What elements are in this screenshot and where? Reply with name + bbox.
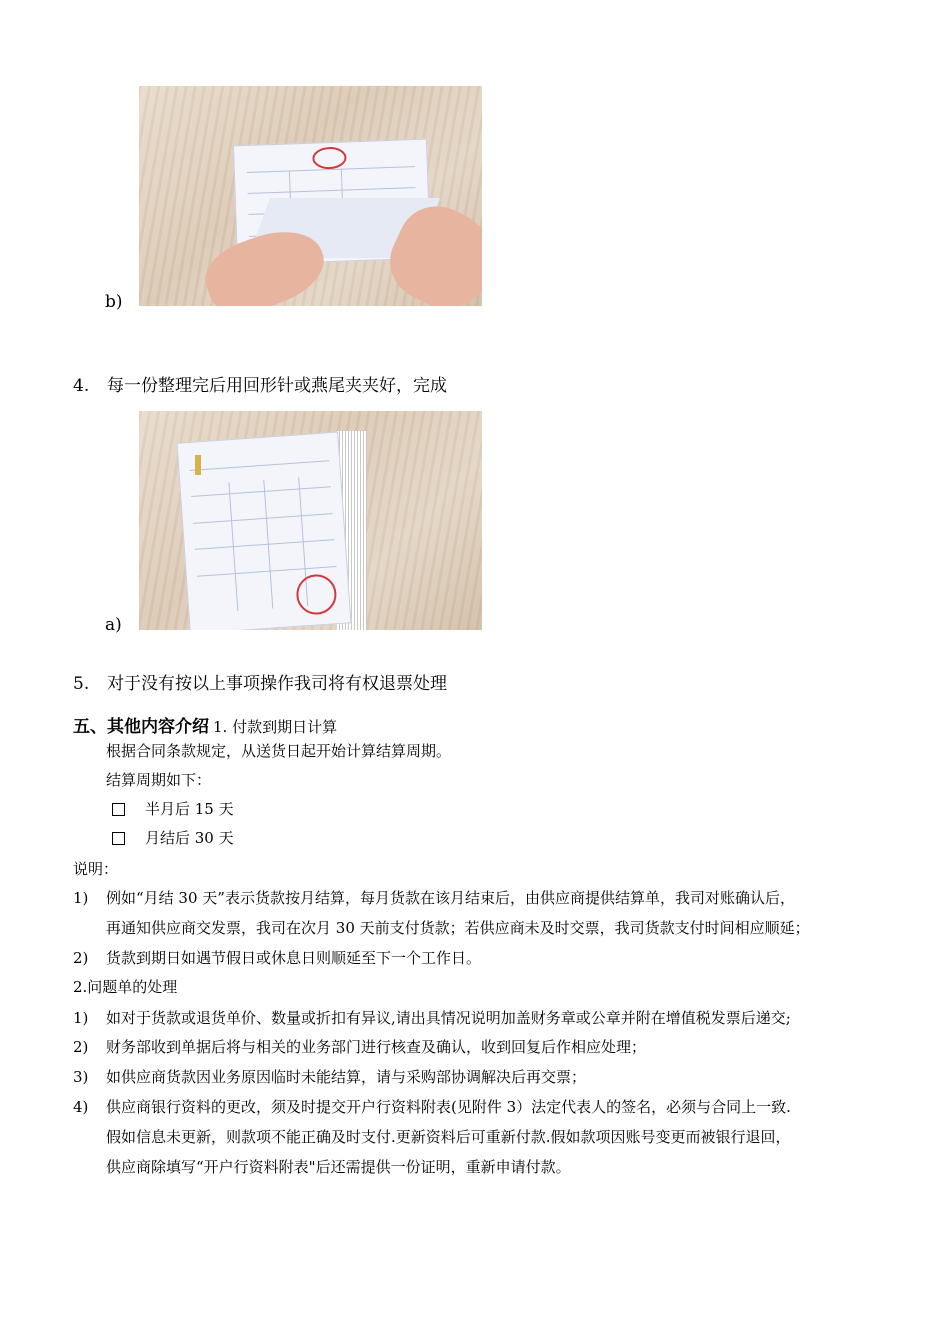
note-number: 1) [73, 889, 89, 907]
note-title: 说明： [73, 860, 119, 878]
note-text: 货款到期日如遇节假日或休息日则顺延至下一个工作日。 [106, 949, 482, 967]
paragraph: 根据合同条款规定，从送货日起开始计算结算周期。 [106, 742, 452, 760]
problem-text: 如对于货款或退货单价、数量或折扣有异议,请出具情况说明加盖财务章或公章并附在增值税发票后递交; [106, 1009, 791, 1027]
checkbox[interactable] [112, 832, 125, 845]
step-4 [73, 376, 447, 396]
problem-text: 供应商除填写“开户行资料附表"后还需提供一份证明，重新申请付款。 [106, 1158, 571, 1176]
note-text: 例如“月结 30 天”表示货款按月结算，每月货款在该月结束后，由供应商提供结算单，我司对账确认后， [106, 889, 795, 907]
checkbox[interactable] [112, 803, 125, 816]
figure-label-b: b) [105, 292, 123, 312]
subsection-title: 1. 付款到期日计算 [213, 718, 338, 736]
option-label: 半月后 15 天 [145, 800, 234, 818]
section-heading: 五、其他内容介绍 [73, 717, 209, 737]
subsection-title: 2.问题单的处理 [73, 978, 178, 996]
red-seal [312, 146, 347, 169]
step-5 [73, 674, 447, 694]
problem-text: 如供应商货款因业务原因临时未能结算，请与采购部协调解决后再交票； [106, 1068, 587, 1086]
option-label: 月结后 30 天 [145, 829, 234, 847]
invoice-sheet [177, 432, 352, 630]
problem-number: 1) [73, 1009, 89, 1027]
figure-label-a: a) [105, 615, 122, 635]
red-seal [295, 573, 338, 616]
step-number: 4. [73, 376, 90, 396]
problem-text: 假如信息未更新，则款项不能正确及时支付.更新资料后可重新付款.假如款项因账号变更而被银行退回， [106, 1128, 791, 1146]
section-5-heading-row [73, 712, 337, 737]
step-text: 对于没有按以上事项操作我司将有权退票处理 [107, 674, 447, 694]
problem-text: 供应商银行资料的更改，须及时提交开户行资料附表(见附件 3）法定代表人的签名，必须与合同上一致. [106, 1098, 791, 1116]
problem-text: 财务部收到单据后将与相关的业务部门进行核查及确认，收到回复后作相应处理； [106, 1038, 647, 1056]
problem-number: 2) [73, 1038, 89, 1056]
step-text: 每一份整理完后用回形针或燕尾夹夹好，完成 [107, 376, 447, 396]
binder-clip [195, 455, 201, 475]
step-number: 5. [73, 674, 90, 694]
note-number: 2) [73, 949, 89, 967]
photo-invoice-stack [139, 411, 482, 630]
note-text: 再通知供应商交发票，我司在次月 30 天前支付货款；若供应商未及时交票，我司货款支付时间相应顺延； [106, 919, 810, 937]
photo-invoice-folding [139, 86, 482, 306]
problem-number: 4) [73, 1098, 89, 1116]
problem-number: 3) [73, 1068, 89, 1086]
paragraph: 结算周期如下： [106, 771, 212, 789]
